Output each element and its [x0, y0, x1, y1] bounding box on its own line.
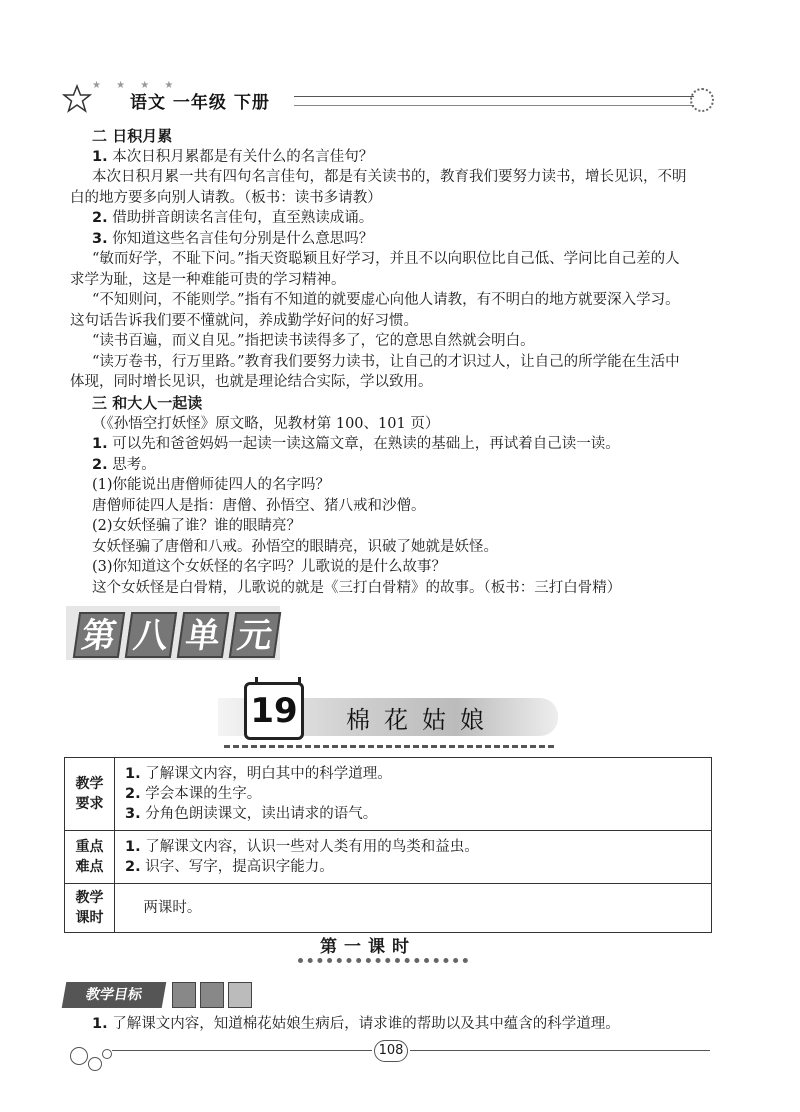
divider — [224, 745, 554, 748]
text-line: (3)你知道这个女妖怪的名字吗？儿歌说的是什么故事？ — [92, 559, 447, 575]
divider — [298, 958, 468, 963]
unit-char: 第 — [73, 612, 125, 658]
text-line: （《孙悟空打妖怪》原文略，见教材第 100、101 页） — [92, 415, 440, 432]
text-line: 本次日积月累一共有四句名言佳句，都是有关读书的，教育我们要努力读书，增长见识，不明 — [92, 169, 687, 185]
text-line: (1)你能说出唐僧师徒四人的名字吗？ — [92, 477, 331, 493]
text-line: 1. 可以先和爸爸妈妈一起读一读这篇文章，在熟读的基础上，再试着自己读一读。 — [92, 436, 620, 452]
table-item: 两课时。 — [125, 900, 202, 916]
text-line: “读书百遍，而义自见。”指把读书读得多了，它的意思自然就会明白。 — [92, 333, 535, 349]
table-row — [65, 884, 712, 933]
text-line: 3. 你知道这些名言佳句分别是什么意思吗？ — [92, 230, 374, 247]
unit-char: 八 — [125, 612, 177, 658]
table-item: 1. 了解课文内容，认识一些对人类有用的鸟类和益虫。 — [125, 839, 479, 855]
tag-label: 教学目标 — [62, 982, 167, 1008]
text-line: 体现，同时增长见识，也就是理论结合实际，学以致用。 — [70, 374, 433, 390]
decorative-square-icon — [200, 982, 224, 1008]
objective-item: 1. 了解课文内容，知道棉花姑娘生病后，请求谁的帮助以及其中蕴含的科学道理。 — [92, 1016, 620, 1032]
header-rule — [294, 96, 694, 106]
row-label: 教学 要求 — [65, 758, 115, 831]
decorative-square-icon — [172, 982, 196, 1008]
lesson-name: 棉花姑娘 — [346, 706, 498, 734]
text-line: 这句话告诉我们要不懂就问，养成勤学好问的好习惯。 — [70, 312, 418, 329]
unit-char: 单 — [177, 612, 229, 658]
row-content — [115, 884, 712, 933]
table-row — [65, 831, 712, 884]
footer-rule — [410, 1050, 710, 1051]
footer-rule — [112, 1050, 372, 1051]
page-number: 108 — [374, 1040, 408, 1062]
lesson-number: 19 — [250, 691, 298, 731]
text-line: 这个女妖怪是白骨精，儿歌说的就是《三打白骨精》的故事。（板书：三打白骨精） — [92, 579, 622, 596]
page-header — [62, 70, 712, 118]
text-line: (2)女妖怪骗了谁？谁的眼睛亮？ — [92, 518, 302, 534]
section-heading: 二 日积月累 — [92, 127, 173, 145]
section-read-with-adults — [92, 393, 712, 598]
star-icon — [62, 84, 92, 114]
row-content — [115, 831, 712, 884]
decorative-circles-icon — [70, 1043, 130, 1079]
table-item: 2. 识字、写字，提高识字能力。 — [125, 859, 334, 875]
section-heading: 三 和大人一起读 — [92, 394, 203, 412]
text-line: 唐僧师徒四人是指：唐僧、孙悟空、猪八戒和沙僧。 — [92, 497, 426, 514]
text-line: “敏而好学，不耻下问。”指天资聪颖且好学习，并且不以向职位比自己低、学问比自己差的人 — [92, 251, 680, 267]
teaching-goals-table — [64, 757, 712, 933]
row-label: 教学 课时 — [65, 884, 115, 933]
table-item: 1. 了解课文内容，明白其中的科学道理。 — [125, 766, 392, 782]
row-label: 重点 难点 — [65, 831, 115, 884]
row-content — [115, 758, 712, 831]
decorative-stars-icon: ★ ★ ★ ★ — [92, 80, 180, 91]
text-line: 求学为耻，这是一种难能可贵的学习精神。 — [70, 271, 346, 288]
decorative-circle-icon — [690, 88, 714, 112]
unit-banner — [66, 606, 280, 660]
period-heading — [298, 930, 468, 970]
text-line: 2. 思考。 — [92, 456, 156, 473]
book-title: 语文 一年级 下册 — [130, 93, 270, 113]
table-row — [65, 758, 712, 831]
calendar-icon — [244, 682, 304, 740]
text-line: 1. 本次日积月累都是有关什么的名言佳句？ — [92, 148, 374, 165]
text-line: 白的地方要多向别人请教。（板书：读书多请教） — [70, 189, 382, 206]
section-daily-accumulation — [70, 126, 712, 393]
text-line: 女妖怪骗了唐僧和八戒。孙悟空的眼睛亮，识破了她就是妖怪。 — [92, 538, 498, 555]
table-item: 3. 分角色朗读课文，读出请求的语气。 — [125, 806, 378, 822]
text-line: “不知则问，不能则学。”指有不知道的就要虚心向他人请教，有不明白的地方就要深入学习。 — [92, 292, 680, 308]
text-line: 2. 借助拼音朗读名言佳句，直至熟读成诵。 — [92, 210, 374, 226]
table-item: 2. 学会本课的生字。 — [125, 786, 262, 802]
text-line: “读万卷书，行万里路。”教育我们要努力读书，让自己的才识过人，让自己的所学能在生活中 — [92, 353, 680, 370]
period-title: 第一课时 — [320, 937, 416, 957]
decorative-square-icon — [228, 982, 252, 1008]
lesson-title-banner — [218, 680, 558, 750]
unit-char: 元 — [229, 612, 281, 658]
